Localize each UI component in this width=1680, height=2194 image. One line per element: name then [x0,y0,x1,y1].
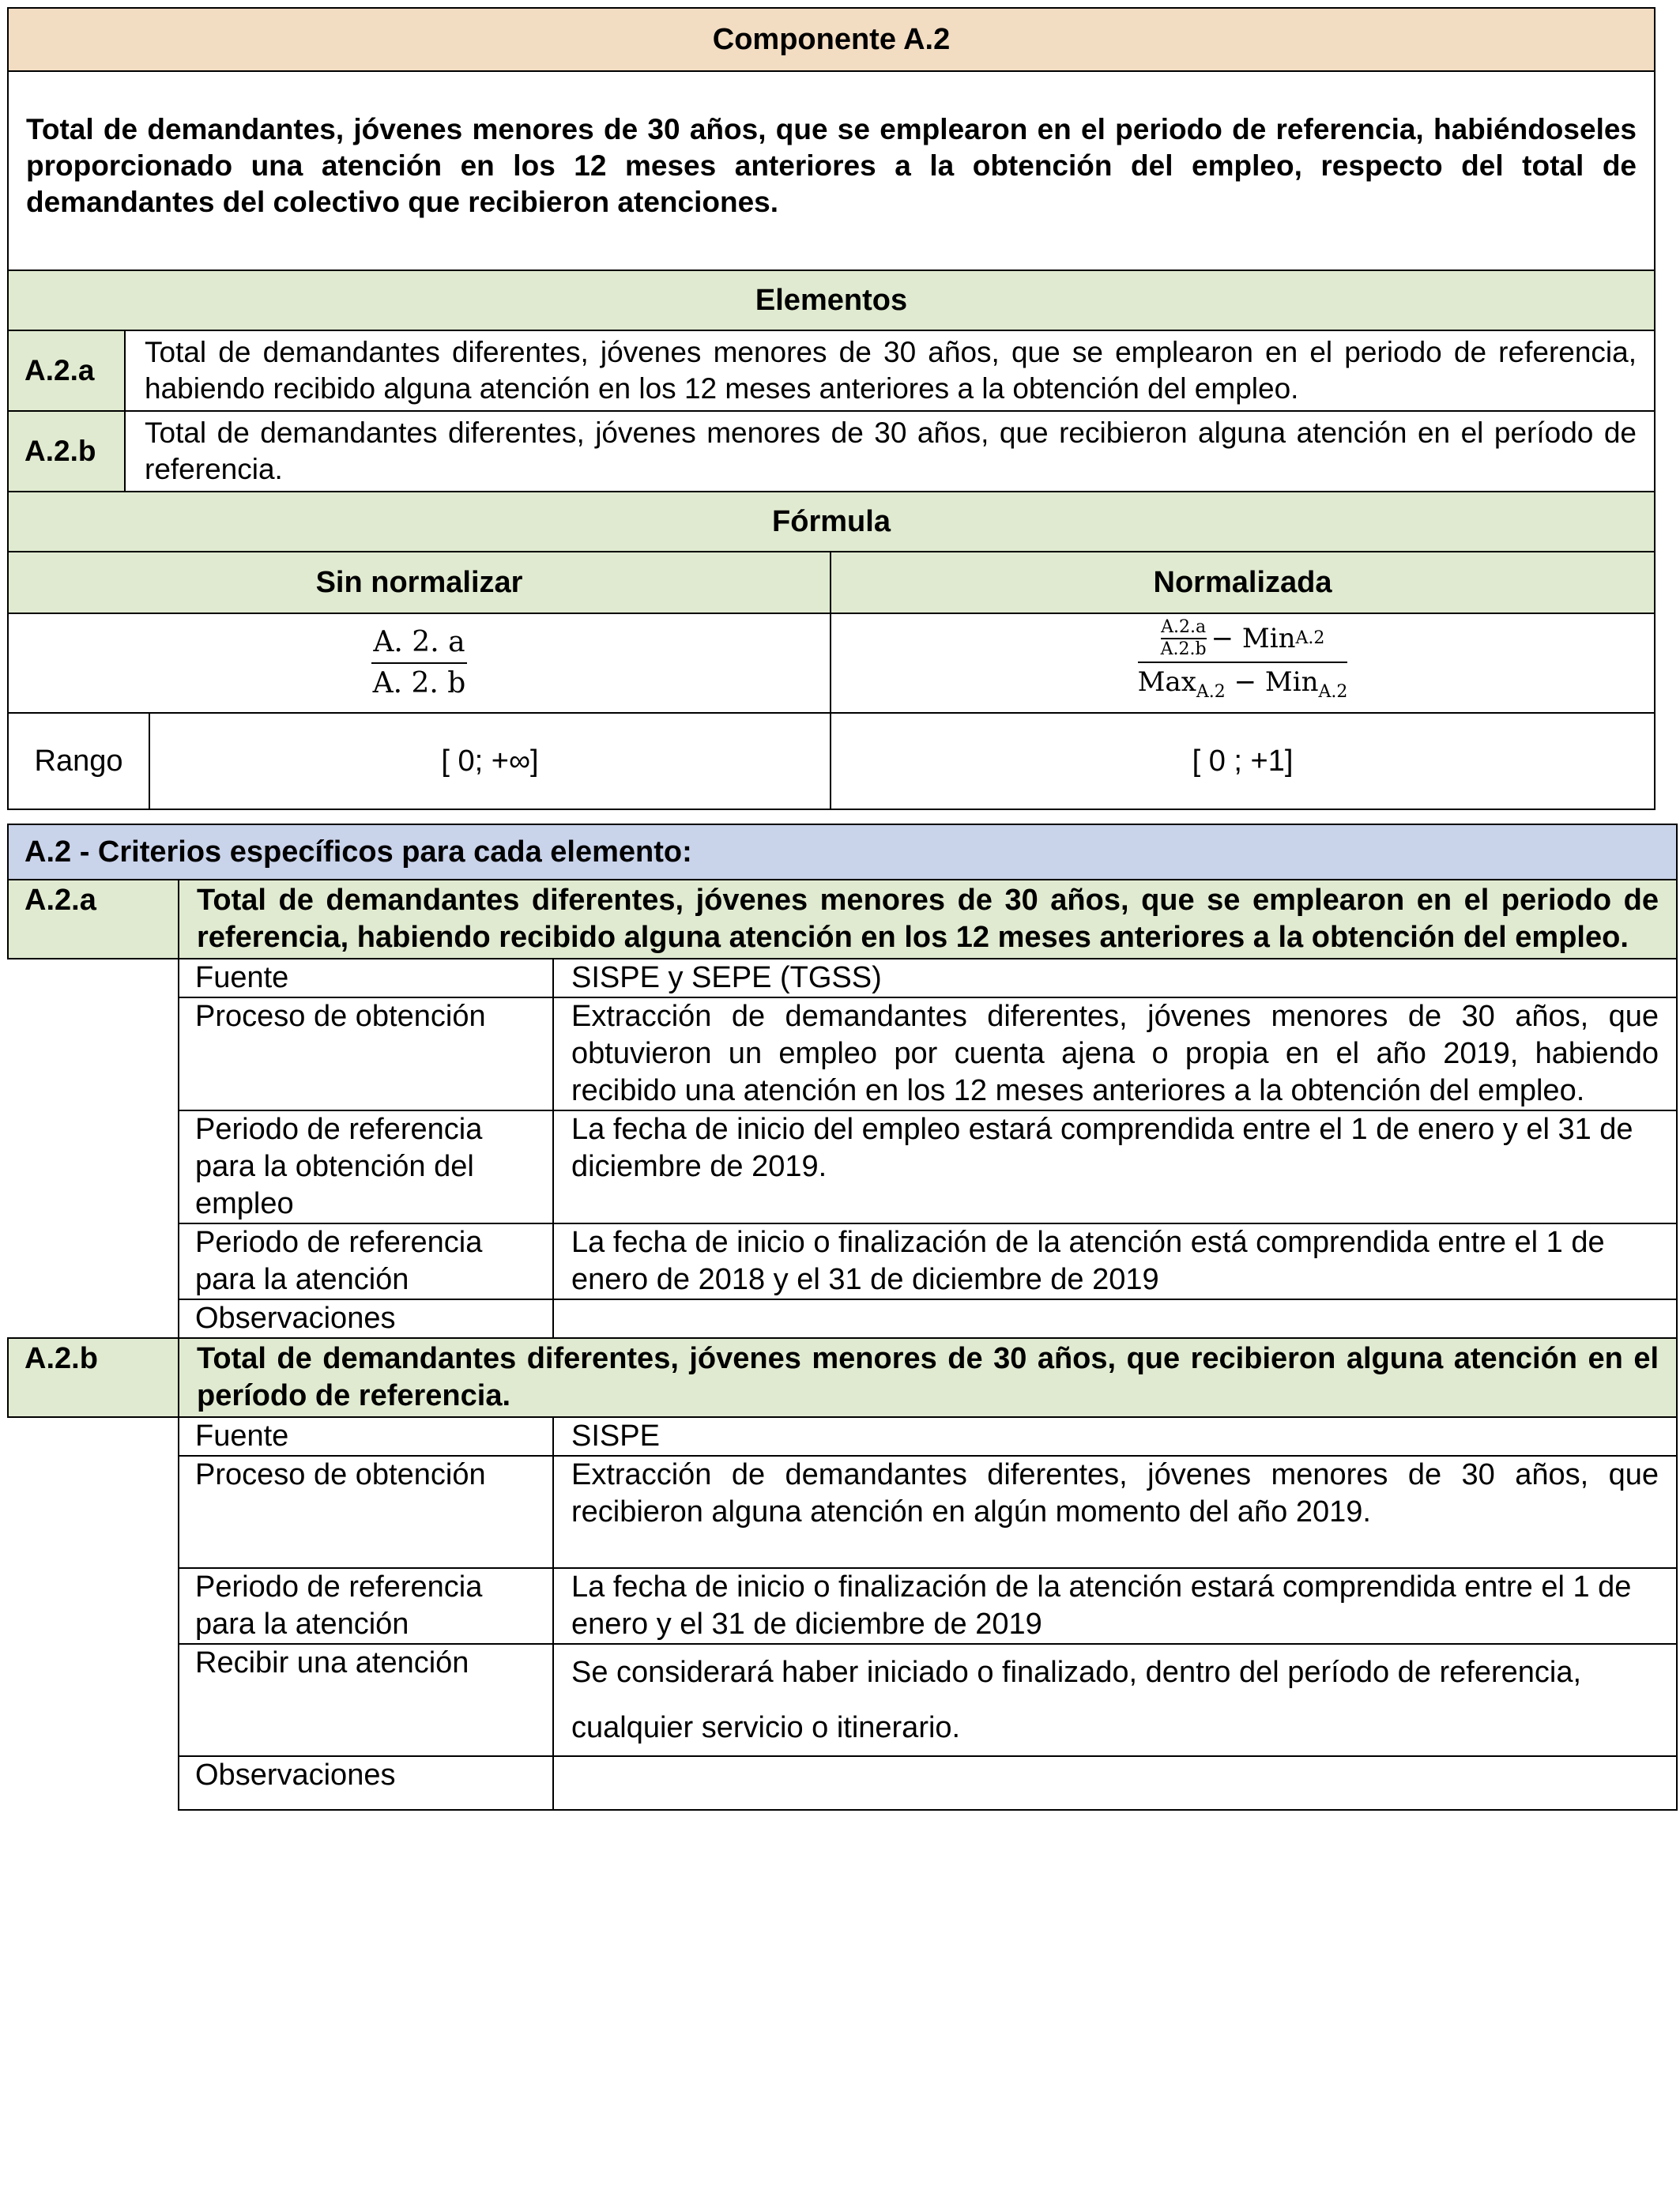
criteria-title: Total de demandantes diferentes, jóvenes menores de 30 años, que se emplearon en el periodo de referencia, habiendo recibido alguna atención en los 12 meses anteriores a la obtención del empleo. [179,880,1677,959]
criteria-label: Fuente [179,1417,553,1456]
min-term: Min [1264,665,1319,698]
min-subscript: A.2 [1295,628,1325,648]
criteria-value: SISPE y SEPE (TGSS) [553,959,1677,997]
criteria-value: SISPE [553,1417,1677,1456]
component-title: Componente A.2 [8,8,1655,71]
criteria-value: Extracción de demandantes diferentes, jóvenes menores de 30 años, que recibieron alguna atención en algún momento del año 2019. [553,1456,1677,1568]
raw-fraction [371,623,468,703]
criteria-value: La fecha de inicio del empleo estará comprendida entre el 1 de enero y el 31 de diciembre de 2019. [553,1110,1677,1223]
inner-fraction [1161,617,1207,660]
element-description: Total de demandantes diferentes, jóvenes menores de 30 años, que recibieron alguna atención en el período de referencia. [125,411,1655,492]
criteria-label: Observaciones [179,1756,553,1810]
elements-header: Elementos [8,270,1655,330]
criteria-header: A.2 - Criterios específicos para cada elemento: [8,824,1677,880]
criteria-label: Periodo de referencia para la atención [179,1223,553,1299]
criteria-label: Observaciones [179,1299,553,1338]
criteria-value [553,1299,1677,1338]
criteria-value: La fecha de inicio o finalización de la atención está comprendida entre el 1 de enero de 2018 y el 31 de diciembre de 2019 [553,1223,1677,1299]
criteria-table [7,824,1678,1811]
minus-sign: − [1211,622,1234,654]
formula-header: Fórmula [8,492,1655,552]
criteria-code: A.2.a [8,880,179,959]
min-term: Min [1241,622,1296,654]
normalized-fraction [1138,617,1348,710]
min-subscript: A.2 [1318,681,1348,702]
criteria-label: Recibir una atención [179,1644,553,1756]
criteria-label: Periodo de referencia para la obtención del empleo [179,1110,553,1223]
criteria-label: Periodo de referencia para la atención [179,1568,553,1644]
criteria-title: Total de demandantes diferentes, jóvenes menores de 30 años, que recibieron alguna atención en el período de referencia. [179,1338,1677,1417]
criteria-code: A.2.b [8,1338,179,1417]
inner-numerator: A.2.a [1161,616,1207,637]
criteria-value [553,1756,1677,1810]
criteria-label: Proceso de obtención [179,997,553,1110]
criteria-value: Se considerará haber iniciado o finalizado, dentro del período de referencia, cualquier servicio o itinerario. [553,1644,1677,1756]
max-subscript: A.2 [1196,681,1226,702]
raw-numerator: A. 2. a [373,626,465,658]
component-description: Total de demandantes, jóvenes menores de 30 años, que se emplearon en el periodo de referencia, habiéndoseles proporcionado una atención en los 12 meses anteriores a la obtención del empleo, respecto del total de demandantes del colectivo que recibieron atenciones. [8,71,1655,270]
max-term: Max [1137,665,1196,698]
criteria-label: Fuente [179,959,553,997]
range-label: Rango [8,713,149,809]
raw-formula-header: Sin normalizar [8,552,831,613]
element-description: Total de demandantes diferentes, jóvenes menores de 30 años, que se emplearon en el periodo de referencia, habiendo recibido alguna atención en los 12 meses anteriores a la obtención del empleo. [125,330,1655,411]
range-raw: [ 0; +∞] [149,713,831,809]
criteria-value: Extracción de demandantes diferentes, jóvenes menores de 30 años, que obtuvieron un empleo por cuenta ajena o propia en el año 2019, habiendo recibido una atención en los 12 meses anteriores a la obtención del empleo. [553,997,1677,1110]
range-normalized: [ 0 ; +1] [831,713,1655,809]
inner-denominator: A.2.b [1160,639,1207,659]
normalized-formula-header: Normalizada [831,552,1655,613]
element-code: A.2.b [8,411,125,492]
raw-denominator: A. 2. b [372,667,466,699]
component-table [7,7,1656,810]
criteria-label: Proceso de obtención [179,1456,553,1568]
criteria-value: La fecha de inicio o finalización de la atención estará comprendida entre el 1 de enero y el 31 de diciembre de 2019 [553,1568,1677,1644]
element-code: A.2.a [8,330,125,411]
normalized-formula [831,613,1655,713]
raw-formula [8,613,831,713]
minus-sign: − [1234,665,1257,698]
